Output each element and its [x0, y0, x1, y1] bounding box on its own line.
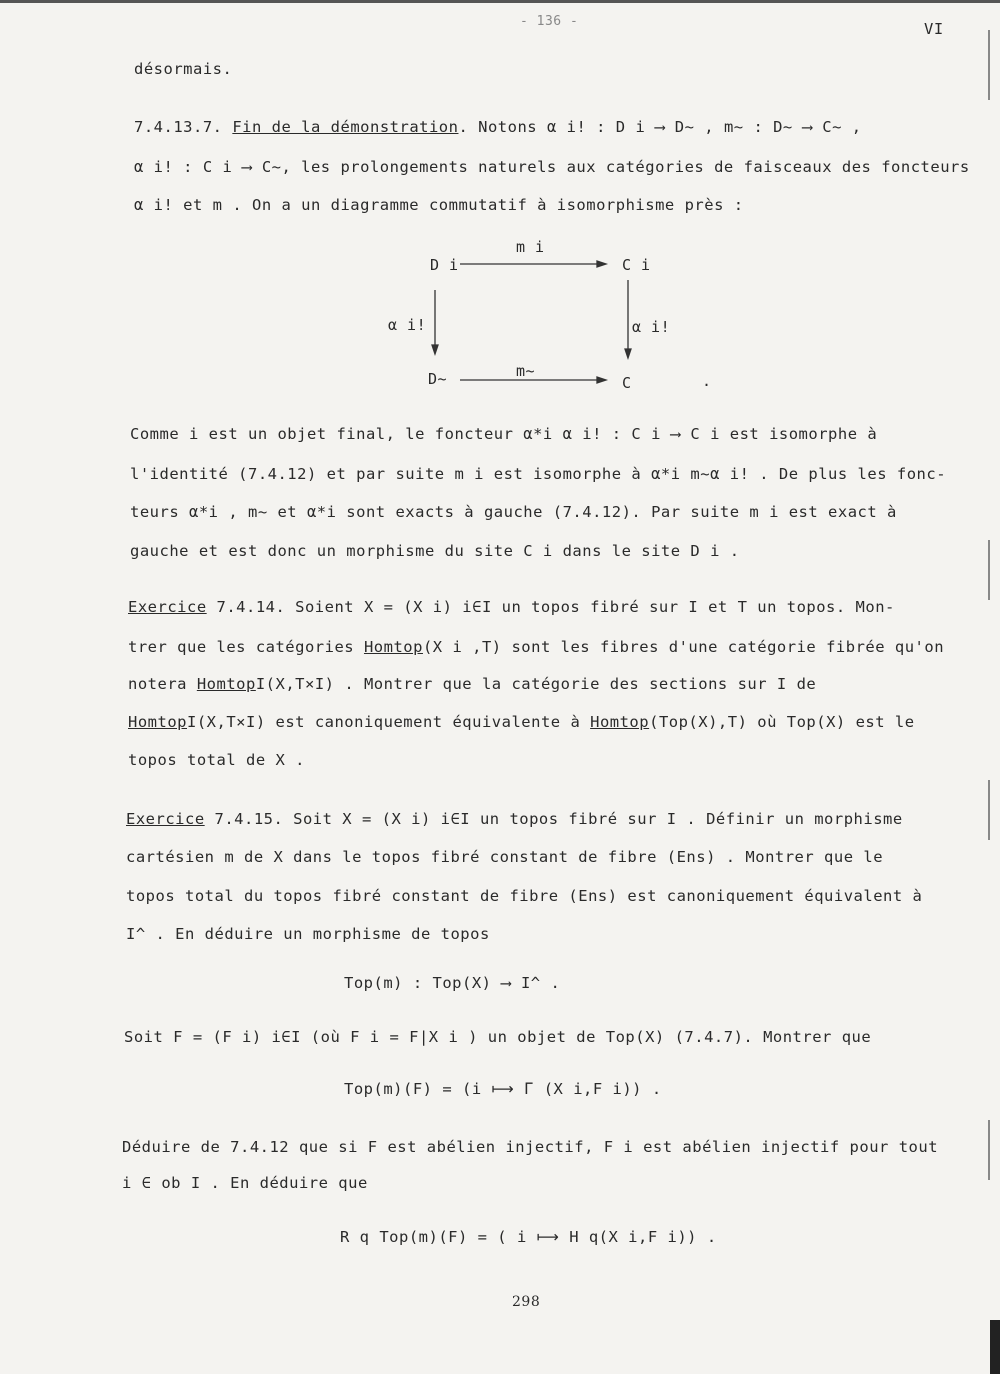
diagram-label-left: α i!: [388, 316, 427, 334]
arrowhead-left: [432, 345, 438, 354]
diagram-node-top-left: D i: [430, 256, 459, 274]
text-line: l'identité (7.4.12) et par suite m i est isomorphe à α*i m~α i! . De plus les fonc-: [130, 465, 947, 483]
diagram-label-bottom: m~: [516, 362, 536, 380]
text-line: Déduire de 7.4.12 que si F est abélien injectif, F i est abélien injectif pour tout: [122, 1138, 939, 1156]
text-line: Comme i est un objet final, le foncteur α*i α i! : C i ⟶ C i est isomorphe à: [130, 425, 878, 443]
text-line: 7.4.15. Soit X = (X i) i∈I un topos fibré sur I . Définir un morphisme: [204, 810, 903, 828]
homtop-term: Homtop: [128, 713, 187, 731]
text-line: α i! : C i ⟶ C~, les prolongements naturels aux catégories de faisceaux des foncteurs: [134, 158, 970, 176]
page-number: 298: [512, 1294, 541, 1310]
text-line: désormais.: [134, 60, 233, 78]
exercise-14-line-1: [128, 598, 895, 616]
text-line: cartésien m de X dans le topos fibré constant de fibre (Ens) . Montrer que le: [126, 848, 884, 866]
text-fragment: notera: [128, 675, 197, 693]
text-fragment: trer que les catégories: [128, 638, 364, 656]
text-line: gauche et est donc un morphisme du site C i dans le site D i .: [130, 542, 740, 560]
arrowhead-top: [597, 261, 606, 267]
arrowhead-right: [625, 349, 631, 358]
text-fragment: (Top(X),T) où Top(X) est le: [649, 713, 915, 731]
section-mark: VI: [924, 20, 944, 38]
text-fragment: I(X,T×I) est canoniquement équivalente à: [187, 713, 591, 731]
text-line: 7.4.14. Soient X = (X i) i∈I un topos fibré sur I et T un topos. Mon-: [206, 598, 895, 616]
text-fragment: I(X,T×I) . Montrer que la catégorie des sections sur I de: [255, 675, 817, 693]
equation-top-m: Top(m) : Top(X) ⟶ I^ .: [344, 974, 561, 992]
homtop-term: Homtop: [363, 638, 423, 656]
diagram-label-top: m i: [516, 238, 545, 256]
homtop-term: Homtop: [196, 675, 256, 693]
exercise-14-line-3: [128, 675, 816, 693]
exercise-label: Exercice: [128, 598, 207, 616]
text-line: Soit F = (F i) i∈I (où F i = F|X i ) un objet de Top(X) (7.4.7). Montrer que: [124, 1028, 872, 1046]
equation-derived-functor: R q Top(m)(F) = ( i ⟼ H q(X i,F i)) .: [340, 1228, 717, 1246]
text-line: teurs α*i , m~ et α*i sont exacts à gauche (7.4.12). Par suite m i est exact à: [130, 503, 897, 521]
diagram-end-dot: .: [702, 372, 712, 390]
faded-page-number: - 136 -: [520, 14, 579, 29]
equation-top-m-f: Top(m)(F) = (i ⟼ Γ (X i,F i)) .: [344, 1080, 662, 1098]
text-line: i ∈ ob I . En déduire que: [122, 1174, 368, 1192]
paragraph-number: 7.4.13.7.: [134, 118, 223, 136]
text-line: topos total de X .: [128, 751, 305, 769]
homtop-term: Homtop: [590, 713, 650, 731]
text-line: . Notons α i! : D i ⟶ D~ , m~ : D~ ⟶ C~ ,: [458, 118, 862, 136]
diagram-node-bottom-right: C: [622, 374, 632, 392]
text-line: topos total du topos fibré constant de fibre (Ens) est canoniquement équivalent à: [126, 887, 923, 905]
text-fragment: (X i ,T) sont les fibres d'une catégorie fibrée qu'on: [422, 638, 945, 656]
exercise-label: Exercice: [126, 810, 205, 828]
diagram-node-bottom-left: D~: [428, 370, 448, 388]
exercise-14-line-2: [128, 638, 944, 656]
exercise-14-line-4: [128, 713, 915, 731]
paragraph-title: Fin de la démonstration: [232, 118, 459, 136]
text-line: I^ . En déduire un morphisme de topos: [126, 925, 490, 943]
diagram-label-right: α i!: [632, 318, 671, 336]
arrowhead-bottom: [597, 377, 606, 383]
text-line: α i! et m . On a un diagramme commutatif à isomorphisme près :: [134, 196, 744, 214]
exercise-15-line-1: [126, 810, 903, 828]
diagram-node-top-right: C i: [622, 256, 651, 274]
